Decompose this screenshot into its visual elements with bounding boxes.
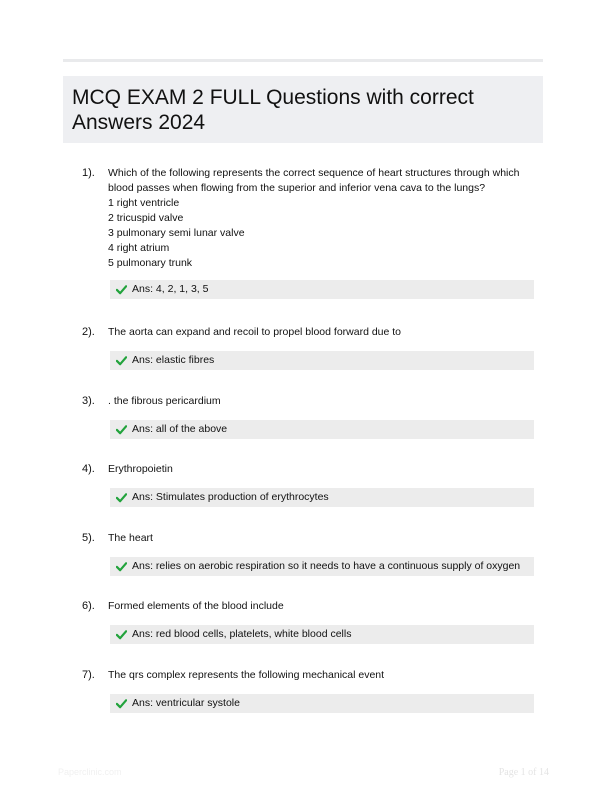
answer-text: Ans: 4, 2, 1, 3, 5 bbox=[132, 283, 209, 295]
answer-box bbox=[110, 625, 534, 644]
question-number: 7). bbox=[82, 669, 95, 681]
question-number: 1). bbox=[82, 167, 95, 179]
option-item: 2 tricuspid valve bbox=[108, 212, 184, 224]
check-icon bbox=[116, 561, 127, 572]
question-text: Formed elements of the blood include bbox=[108, 600, 284, 612]
question-text: Erythropoietin bbox=[108, 463, 173, 475]
answer-box bbox=[110, 488, 534, 507]
question-text: The aorta can expand and recoil to propel blood forward due to bbox=[108, 326, 402, 338]
answer-box bbox=[110, 557, 534, 576]
answer-text: Ans: red blood cells, platelets, white blood cells bbox=[132, 628, 352, 640]
option-item: 1 right ventricle bbox=[108, 197, 180, 209]
option-list bbox=[108, 196, 538, 271]
check-icon bbox=[116, 424, 127, 435]
check-icon bbox=[116, 629, 127, 640]
page-number: Page 1 of 14 bbox=[498, 767, 549, 778]
check-icon bbox=[116, 355, 127, 366]
top-divider bbox=[63, 59, 543, 62]
answer-box bbox=[110, 420, 534, 439]
question-number: 5). bbox=[82, 532, 95, 544]
document-title: MCQ EXAM 2 FULL Questions with correct Answers 2024 bbox=[72, 86, 474, 134]
question-number: 6). bbox=[82, 600, 95, 612]
footer-watermark: Paperclinic.com bbox=[58, 767, 122, 777]
title-banner bbox=[63, 76, 543, 143]
question-text: . the fibrous pericardium bbox=[108, 395, 221, 407]
answer-text: Ans: ventricular systole bbox=[132, 697, 240, 709]
option-item: 5 pulmonary trunk bbox=[108, 257, 193, 269]
answer-text: Ans: Stimulates production of erythrocytes bbox=[132, 491, 329, 503]
question-number: 3). bbox=[82, 395, 95, 407]
check-icon bbox=[116, 284, 127, 295]
answer-text: Ans: elastic fibres bbox=[132, 354, 215, 366]
question-number: 4). bbox=[82, 463, 95, 475]
answer-box bbox=[110, 694, 534, 713]
answer-text: Ans: all of the above bbox=[132, 423, 228, 435]
check-icon bbox=[116, 492, 127, 503]
answer-text: Ans: relies on aerobic respiration so it needs to have a continuous supply of oxygen bbox=[132, 560, 521, 572]
question-text: The qrs complex represents the following mechanical event bbox=[108, 669, 385, 681]
answer-box bbox=[110, 280, 534, 299]
check-icon bbox=[116, 698, 127, 709]
question-number: 2). bbox=[82, 326, 95, 338]
option-item: 3 pulmonary semi lunar valve bbox=[108, 227, 245, 239]
answer-box bbox=[110, 351, 534, 370]
option-item: 4 right atrium bbox=[108, 242, 170, 254]
question-text: Which of the following represents the correct sequence of heart structures through which blood passes when flowing from the superior and inferior vena cava to the lungs? bbox=[108, 167, 520, 194]
question-text: The heart bbox=[108, 532, 153, 544]
